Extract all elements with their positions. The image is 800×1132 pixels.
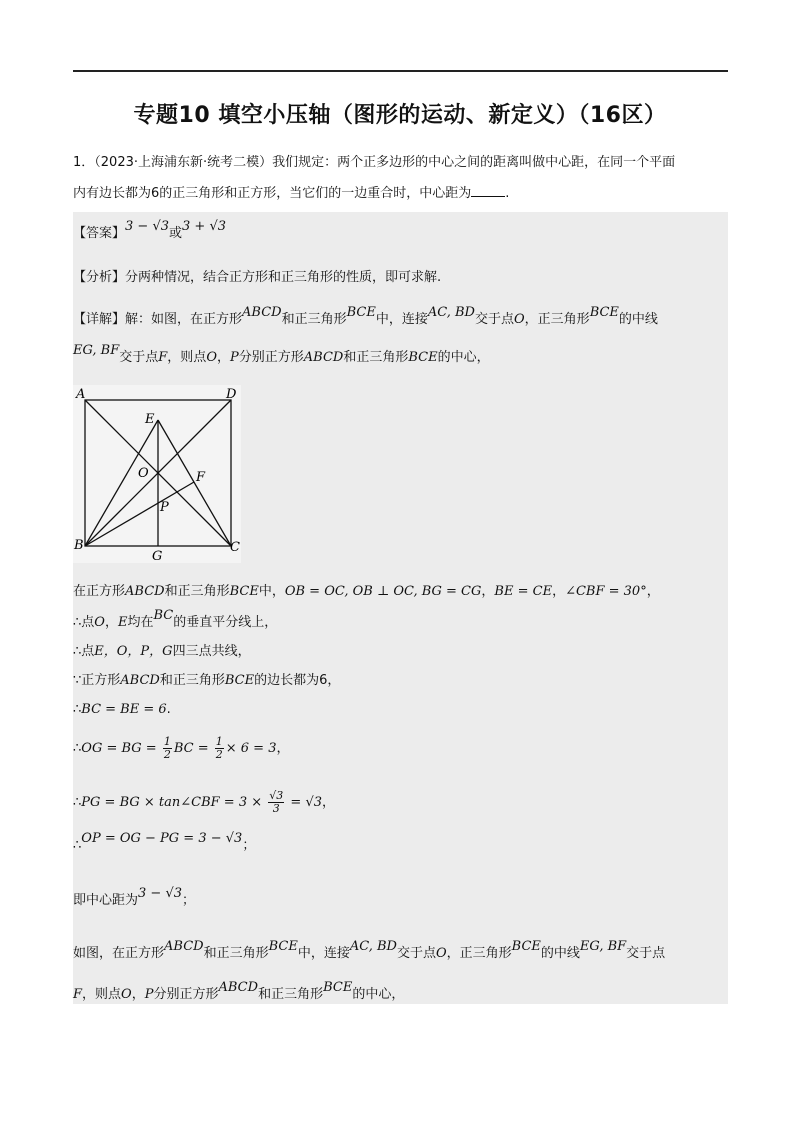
- proof-line-9: 即中心距为3 − √3；: [73, 886, 196, 908]
- proof-line-8: ∴OP = OG − PG = 3 − √3；: [73, 831, 256, 853]
- proof-line-5: ∴BC = BE = 6.: [73, 702, 171, 717]
- proof-line-10: 如图，在正方形ABCD和正三角形BCE中，连接AC, BD交于点O，正三角形BCE的中线EG, BF交于点: [73, 939, 666, 961]
- proof-line-6: ∴OG = BG = $\frac{1}{2}$ BC = $\frac{1}{2}$ × 6 = 3，: [73, 735, 290, 761]
- detail-label: 【详解】: [73, 312, 126, 327]
- label-d: D: [226, 387, 237, 402]
- question-line-1: 1．（2023·上海浦东新·统考二模）我们规定：两个正多边形的中心之间的距离叫做中心距，在同一个平面: [73, 155, 676, 170]
- label-f: F: [196, 470, 206, 485]
- proof-line-1: 在正方形ABCD和正三角形BCE中，OB = OC, OB ⊥ OC, BG = CG，BE = CE，∠CBF = 30°，: [73, 584, 660, 599]
- answer-blank: [471, 184, 505, 197]
- answer-value-1: 3 − √3: [125, 219, 169, 234]
- label-p: P: [160, 500, 169, 515]
- label-e: E: [145, 412, 155, 427]
- detail-line-1: 【详解】解：如图，在正方形ABCD和正三角形BCE中，连接AC, BD交于点O，正三角形BCE的中线: [73, 305, 658, 327]
- proof-line-3: ∴点E，O，P，G四三点共线，: [73, 644, 251, 659]
- side-ce: [158, 420, 231, 546]
- proof-line-2: ∴点O，E均在BC的垂直平分线上，: [73, 608, 278, 630]
- label-a: A: [76, 387, 86, 402]
- question-number: 1．: [73, 155, 95, 170]
- question-line-2: 内有边长都为6的正三角形和正方形，当它们的一边重合时，中心距为 .: [73, 186, 510, 201]
- side-be: [85, 420, 158, 546]
- detail-line-2: EG, BF交于点F，则点O，P分别正方形ABCD和正三角形BCE的中心，: [73, 343, 490, 365]
- answer-label: 【答案】: [73, 226, 126, 241]
- geometry-figure: [73, 385, 241, 563]
- analysis-label: 【分析】: [73, 270, 126, 285]
- answer-line: 【答案】3 − √3或3 + √3: [73, 219, 226, 241]
- analysis-line: 【分析】分两种情况，结合正方形和正三角形的性质，即可求解.: [73, 270, 442, 285]
- question-source: （2023·上海浦东新·统考二模）: [94, 155, 273, 170]
- geometry-diagram: [73, 385, 241, 563]
- proof-line-11: F，则点O，P分别正方形ABCD和正三角形BCE的中心，: [73, 980, 405, 1002]
- label-o: O: [138, 466, 149, 481]
- label-g: G: [152, 549, 163, 563]
- label-c: C: [230, 540, 240, 555]
- proof-line-4: ∵正方形ABCD和正三角形BCE的边长都为6，: [73, 673, 341, 688]
- proof-line-7: ∴PG = BG × tan∠CBF = 3 × $\frac{√3}{3}$ = √3，: [73, 789, 336, 815]
- label-b: B: [74, 538, 84, 553]
- top-rule: [73, 70, 728, 72]
- page-title: 专题10 填空小压轴（图形的运动、新定义）（16区）: [133, 103, 667, 128]
- answer-value-2: 3 + √3: [182, 219, 226, 234]
